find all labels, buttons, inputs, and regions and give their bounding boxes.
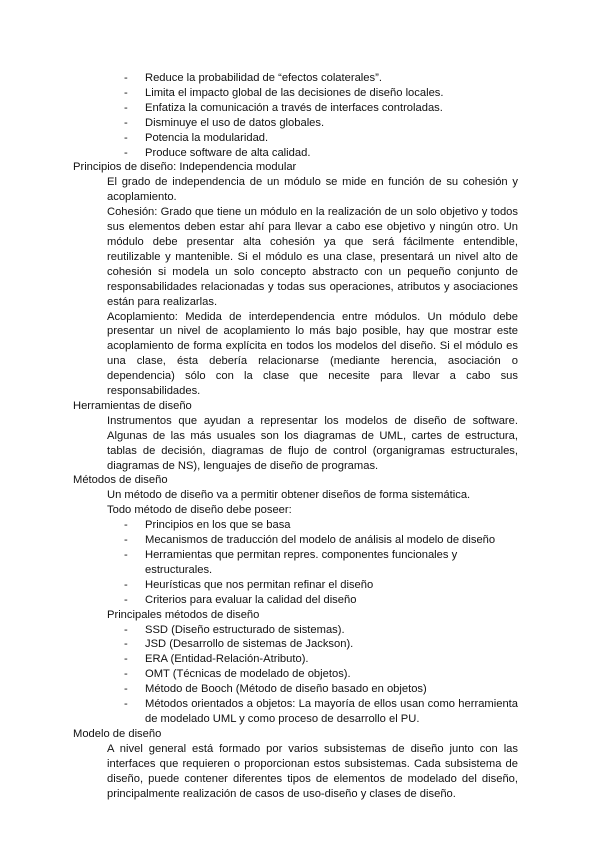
paragraph: Un método de diseño va a permitir obtener diseños de forma sistemática. xyxy=(107,489,471,502)
top-bullet-list xyxy=(73,71,518,160)
paragraph: Todo método de diseño debe poseer: xyxy=(107,504,292,517)
section-heading-metodos: Métodos de diseño xyxy=(73,474,168,487)
paragraph: Instrumentos que ayudan a representar los modelos de diseño de software. Algunas de las más usuales son los diagramas de UML, cartes de estructura, tablas de decisión, diagramas de flujo de control (organigramas estructurales, diagramas de NS), lenguajes de diseño de programas. xyxy=(107,414,518,472)
section-heading-herramientas: Herramientas de diseño xyxy=(73,399,192,412)
paragraph: A nivel general está formado por varios subsistemas de diseño junto con las interfaces que requieren o proporcionan estos subsistemas. Cada subsistema de diseño, puede contener diferentes tipos de elementos de modelado del diseño, principalmente realización de casos de uso-diseño y clases de diseño. xyxy=(107,742,518,800)
list-item: - Potencia la modularidad. xyxy=(124,131,269,144)
list-item: - Produce software de alta calidad. xyxy=(124,146,311,159)
paragraph-cohesion: Cohesión: Grado que tiene un módulo en la realización de un solo objetivo y todos sus elementos deben estar ahí para llevar a cabo ese objetivo y ningún otro. Un módulo debe presentar alta cohesión ya que será fácilmente entendible, reutilizable y mantenible. Si el módulo es una clase, presentará un nivel alto de cohesión si modela un solo concepto abstracto con un pequeño conjunto de responsabilidades relacionadas y todas sus operaciones, atributos y asociaciones están para realizarlas. xyxy=(107,206,518,308)
list-item: - Método de Booch (Método de diseño basado en objetos) xyxy=(124,683,427,696)
list-item: - Métodos orientados a objetos: La mayoría de ellos usan como herramienta de modelado UML y como proceso de desarrollo el PU. xyxy=(124,698,518,725)
list-item: - Disminuye el uso de datos globales. xyxy=(124,116,325,129)
section-heading-modelo: Modelo de diseño xyxy=(73,727,162,740)
list-item: - Limita el impacto global de las decisiones de diseño locales. xyxy=(124,86,444,99)
list-item: - Criterios para evaluar la calidad del diseño xyxy=(124,593,357,606)
main-methods-list xyxy=(73,623,518,727)
paragraph-acoplamiento: Acoplamiento: Medida de interdependencia entre módulos. Un módulo debe presentar un nivel de acoplamiento lo más bajo posible, hay que mostrar este acoplamiento de forma explícita en todos los modelos del diseño. Si el módulo es una clase, ésta debería relacionarse (mediante herencia, asociación o dependencia) sólo con la clase que necesite para llevar a cabo sus responsabilidades. xyxy=(107,310,518,398)
list-item: - JSD (Desarrollo de sistemas de Jackson). xyxy=(124,638,354,651)
list-item: - Principios en los que se basa xyxy=(124,519,291,532)
list-item: - Heurísticas que nos permitan refinar el diseño xyxy=(124,578,374,591)
method-requirements-list xyxy=(73,518,518,607)
list-item: - OMT (Técnicas de modelado de objetos). xyxy=(124,668,351,681)
section-heading-independencia: Principios de diseño: Independencia modular xyxy=(73,161,297,174)
list-item: - Reduce la probabilidad de “efectos colaterales”. xyxy=(124,72,382,84)
list-item: - Enfatiza la comunicación a través de interfaces controladas. xyxy=(124,101,443,114)
list-item: - Mecanismos de traducción del modelo de análisis al modelo de diseño xyxy=(124,534,496,547)
list-item: - SSD (Diseño estructurado de sistemas). xyxy=(124,623,345,636)
list-item: - ERA (Entidad-Relación-Atributo). xyxy=(124,653,309,666)
list-item: - Herramientas que permitan repres. componentes funcionales y estructurales. xyxy=(124,549,458,576)
paragraph: El grado de independencia de un módulo se mide en función de su cohesión y acoplamiento. xyxy=(107,176,518,204)
paragraph: Principales métodos de diseño xyxy=(107,608,260,621)
